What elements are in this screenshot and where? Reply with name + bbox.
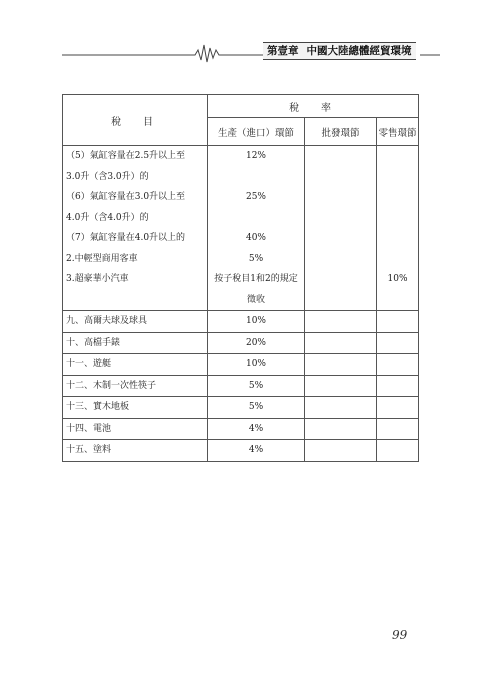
header-item: 稅 目: [63, 95, 208, 146]
retail-rate-cell: [377, 332, 419, 354]
group-line-production: 按子稅目1和2的規定: [214, 274, 298, 284]
header-retail: 零售環節: [377, 118, 419, 146]
group-line-production: 12%: [245, 151, 266, 161]
table-row: [63, 311, 419, 333]
header-wholesale: 批發環節: [305, 118, 377, 146]
group-line-production: 徵收: [246, 294, 265, 305]
retail-rate-cell: [377, 440, 419, 462]
production-rate-cell: 4%: [208, 440, 305, 462]
wholesale-rate-cell: [305, 418, 377, 440]
retail-rate-cell: [377, 397, 419, 419]
group-line-name: 3.超豪華小汽車: [66, 274, 129, 284]
group-line-name: 3.0升（含3.0升）的: [66, 171, 149, 182]
chapter-heading: [263, 42, 416, 60]
group-line-retail: [377, 187, 418, 208]
group-line-retail: [377, 249, 418, 270]
group-retail-cell: [377, 146, 419, 311]
group-line-name: 4.0升（含4.0升）的: [66, 212, 149, 223]
group-line-retail: [377, 146, 418, 167]
group-line-retail: [377, 290, 418, 311]
table-row: [63, 440, 419, 462]
retail-rate-cell: [377, 311, 419, 333]
table-row: [63, 418, 419, 440]
item-name-cell: 十二、木制一次性筷子: [63, 375, 208, 397]
production-rate-cell: 5%: [208, 397, 305, 419]
table-row: [63, 332, 419, 354]
group-line-name: （7）氣缸容量在4.0升以上的: [66, 233, 186, 243]
chapter-title: 中國大陸總體經貿環境: [306, 45, 412, 57]
vehicle-group-row: [63, 146, 419, 311]
page-header: [0, 0, 480, 70]
table-row: [63, 397, 419, 419]
production-rate-cell: 4%: [208, 418, 305, 440]
wholesale-rate-cell: [305, 354, 377, 376]
header-production: 生產（進口）環節: [208, 118, 305, 146]
item-name-cell: 九、高爾夫球及球具: [63, 311, 208, 333]
production-rate-cell: 5%: [208, 375, 305, 397]
table-row: [63, 375, 419, 397]
group-name-cell: [63, 146, 208, 311]
group-line-name: （6）氣缸容量在3.0升以上至: [66, 192, 186, 202]
group-line-retail: [377, 167, 418, 188]
group-line-name: 2.中輕型商用客車: [66, 253, 138, 264]
group-line-retail: [377, 228, 418, 249]
group-line-production: [208, 167, 304, 188]
retail-rate-cell: [377, 375, 419, 397]
production-rate-cell: 10%: [208, 311, 305, 333]
wholesale-rate-cell: [305, 375, 377, 397]
item-name-cell: 十五、塗料: [63, 440, 208, 462]
header-rate: 稅 率: [208, 95, 419, 118]
page-number: 99: [392, 628, 408, 642]
item-name-cell: 十三、實木地板: [63, 397, 208, 419]
retail-rate-cell: [377, 418, 419, 440]
tax-rate-table: [62, 94, 419, 462]
group-line-retail: 10%: [387, 274, 408, 284]
wholesale-rate-cell: [305, 311, 377, 333]
group-wholesale-cell: [305, 146, 377, 311]
group-line-name: [63, 290, 207, 311]
group-line-production: [208, 208, 304, 229]
item-name-cell: 十四、電池: [63, 418, 208, 440]
group-line-production: 5%: [248, 253, 264, 264]
retail-rate-cell: [377, 354, 419, 376]
production-rate-cell: 20%: [208, 332, 305, 354]
group-line-retail: [377, 208, 418, 229]
wholesale-rate-cell: [305, 332, 377, 354]
table-row: [63, 354, 419, 376]
wholesale-rate-cell: [305, 440, 377, 462]
group-line-production: 25%: [245, 192, 266, 202]
item-name-cell: 十一、遊艇: [63, 354, 208, 376]
group-line-name: （5）氣缸容量在2.5升以上至: [66, 151, 186, 161]
group-line-production: 40%: [245, 233, 266, 243]
group-production-cell: [208, 146, 305, 311]
chapter-number: 第壹章: [267, 45, 299, 57]
wholesale-rate-cell: [305, 397, 377, 419]
item-name-cell: 十、高檔手錶: [63, 332, 208, 354]
production-rate-cell: 10%: [208, 354, 305, 376]
